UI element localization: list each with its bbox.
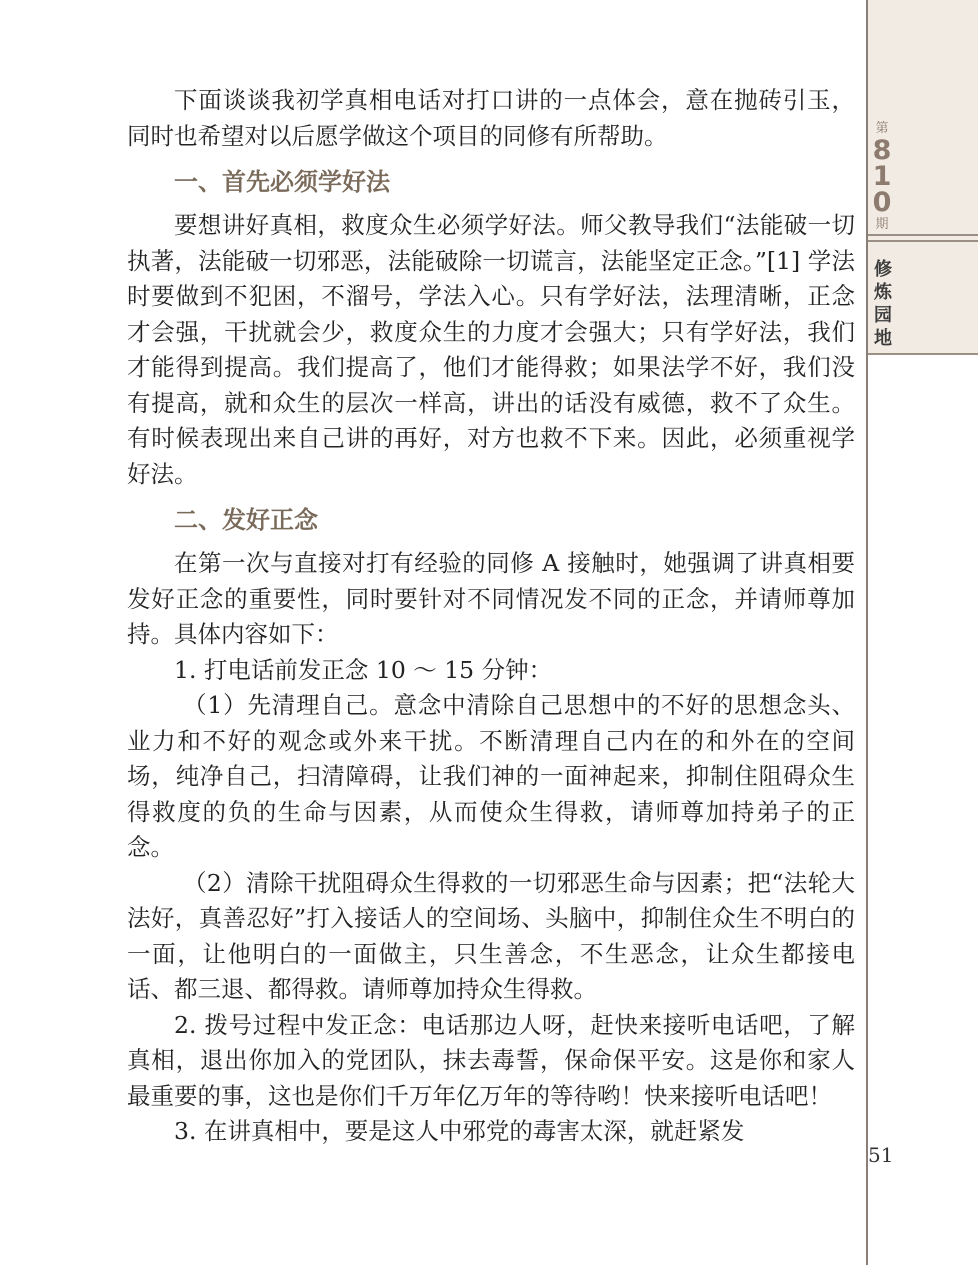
section-heading-2: 二、发好正念 (174, 506, 318, 534)
section-char: 地 (874, 328, 892, 349)
article-body (127, 83, 855, 1150)
section-heading-1: 一、首先必须学好法 (174, 168, 390, 196)
paragraph-2: 在第一次与直接对打有经验的同修 A 接触时，她强调了讲真相要发好正念的重要性，同时要针对不同情况发不同的正念，并请师尊加持。具体内容如下： (127, 549, 855, 648)
issue-suffix: 期 (875, 217, 889, 232)
sidebar-rule-upper (868, 240, 978, 242)
list-item-1b: （2）清除干扰阻碍众生得救的一切邪恶生命与因素；把“法轮大法好，真善忍好”打入接话人的空间场、头脑中，抑制住众生不明白的一面，让他明白的一面做主，只生善念，不生恶念，让众生都接电话、都三退、都得救。请师尊加持众生得救。 (127, 868, 855, 1003)
intro-paragraph: 下面谈谈我初学真相电话对打口讲的一点体会，意在抛砖引玉，同时也希望对以后愿学做这个项目的同修有所帮助。 (127, 86, 855, 150)
section-char: 炼 (874, 282, 892, 303)
issue-number (868, 120, 896, 234)
sidebar-rule-top (868, 234, 978, 236)
section-char: 修 (874, 259, 892, 280)
issue-digit: 8 (872, 135, 892, 166)
sidebar-rule-bottom (868, 353, 978, 355)
list-item-3: 3. 在讲真相中，要是这人中邪党的毒害太深，就赶紧发 (174, 1117, 745, 1145)
list-item-1a: （1）先清理自己。意念中清除自己思想中的不好的思想念头、业力和不好的观念或外来干扰。不断清理自己内在的和外在的空间场，纯净自己，扫清障碍，让我们神的一面神起来，抑制住阻碍众生得救度的负的生命与因素，从而使众生得救，请师尊加持弟子的正念。 (127, 691, 855, 861)
list-item-1: 1. 打电话前发正念 10 ～ 15 分钟： (174, 655, 553, 684)
list-item-2: 2. 拨号过程中发正念：电话那边人呀，赶快来接听电话吧，了解真相，退出你加入的党团队，抹去毒誓，保命保平安。这是你和家人最重要的事，这也是你们千万年亿万年的等待哟！快来接听电话吧！ (127, 1010, 855, 1110)
page-number: 51 (868, 1143, 894, 1167)
issue-digit: 0 (872, 187, 892, 218)
issue-prefix: 第 (875, 121, 889, 136)
section-title (868, 258, 898, 350)
issue-digit: 1 (872, 161, 892, 192)
section-char: 园 (874, 305, 892, 326)
paragraph-1: 要想讲好真相，救度众生必须学好法。师父教导我们“法能破一切执著，法能破一切邪恶，法能破除一切谎言，法能坚定正念。”[1] 学法时要做到不犯困，不溜号，学法入心。只有学好法，法理清晰，正念才会强，干扰就会少，救度众生的力度才会强大；只有学好法，我们才能得到提高。我们提高了，他们才能得救；如果法学不好，我们没有提高，就和众生的层次一样高，讲出的话没有威德，救不了众生。有时候表现出来自己讲的再好，对方也救不下来。因此，必须重视学好法。 (127, 211, 855, 488)
